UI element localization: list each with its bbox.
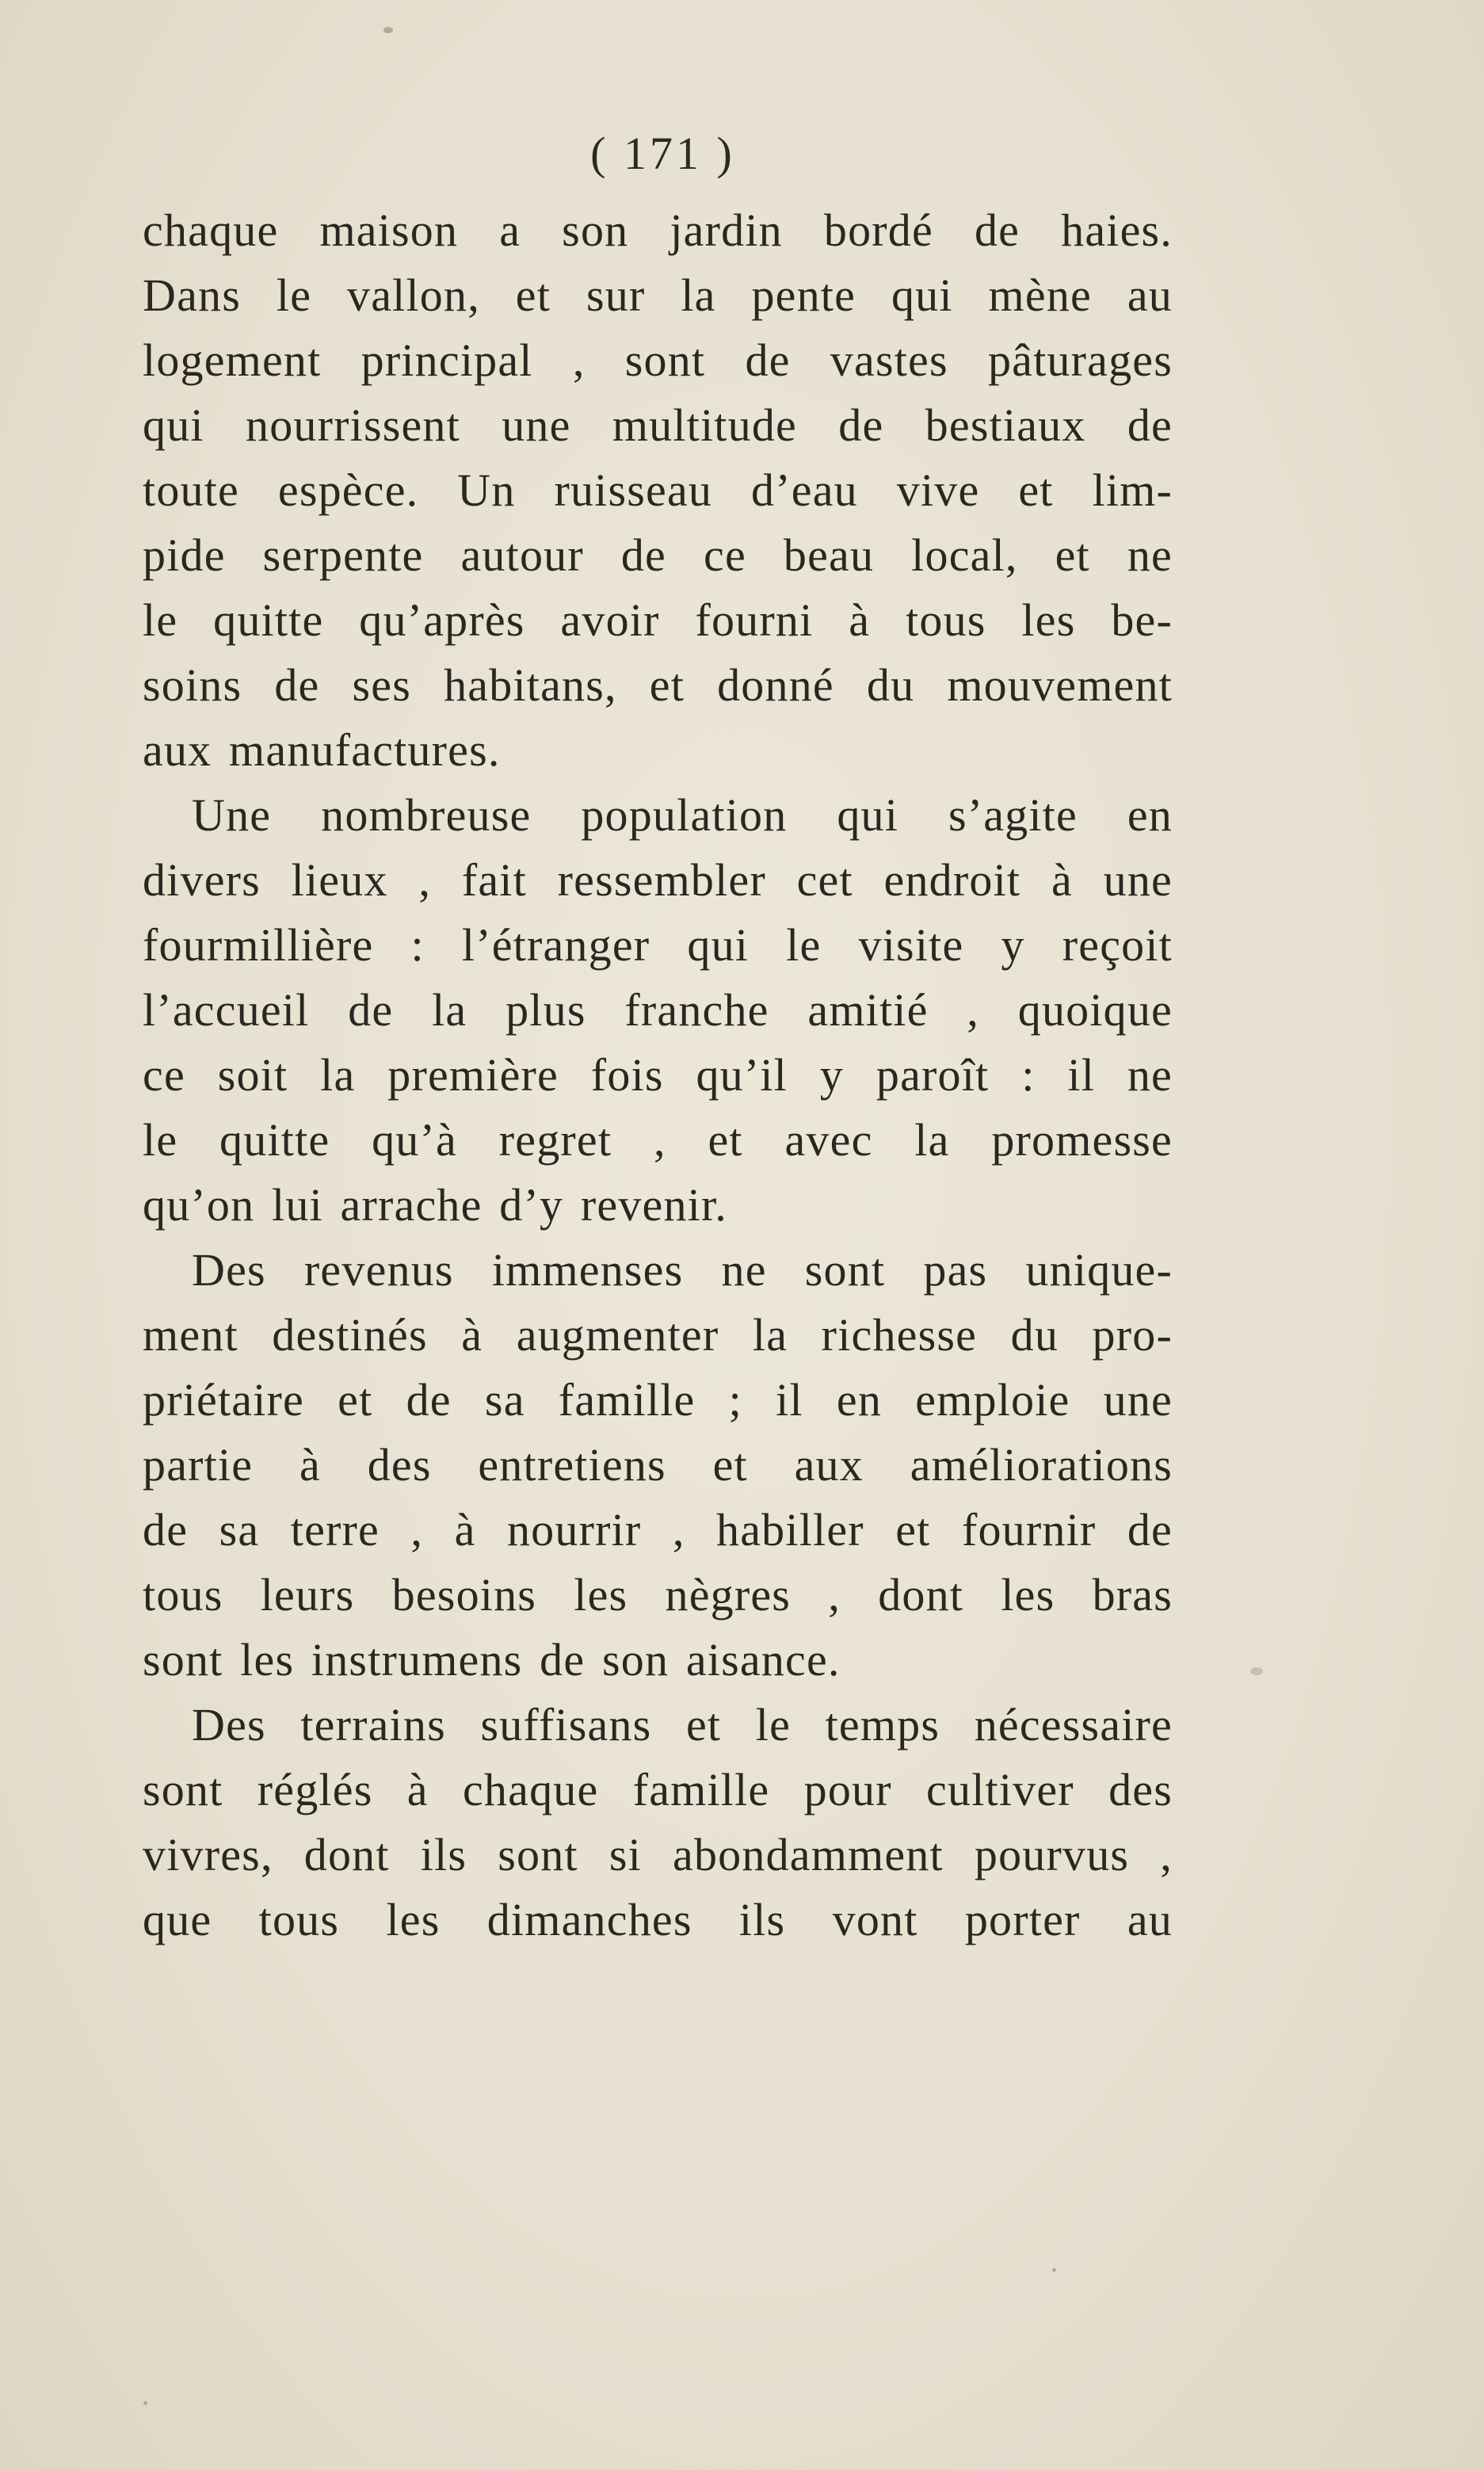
text-line: pide serpente autour de ce beau local, et ne	[143, 529, 1173, 581]
text-line: qu’on lui arrache d’y revenir.	[143, 1179, 727, 1231]
text-line: ment destinés à augmenter la richesse du pro-	[143, 1309, 1173, 1361]
text-line: sont les instrumens de son aisance.	[143, 1634, 841, 1685]
text-line: divers lieux , fait ressembler cet endroit à une	[143, 854, 1173, 906]
text-line: soins de ses habitans, et donné du mouvement	[143, 659, 1173, 711]
text-line: le quitte qu’à regret , et avec la promesse	[143, 1114, 1173, 1166]
text-line: tous leurs besoins les nègres , dont les bras	[143, 1569, 1173, 1621]
body-text	[143, 198, 1173, 1953]
text-line: Dans le vallon, et sur la pente qui mène au	[143, 269, 1173, 321]
paper-speck	[1250, 1667, 1263, 1675]
paper-speck	[143, 2401, 147, 2405]
text-line: vivres, dont ils sont si abondamment pourvus ,	[143, 1829, 1173, 1880]
text-line: partie à des entretiens et aux améliorations	[143, 1439, 1173, 1491]
text-line: sont réglés à chaque famille pour cultiver des	[143, 1764, 1173, 1815]
text-line: chaque maison a son jardin bordé de haies.	[143, 204, 1173, 256]
page-number: ( 171 )	[590, 128, 735, 179]
text-line: logement principal , sont de vastes pâturages	[143, 334, 1173, 386]
text-line: ce soit la première fois qu’il y paroît : il ne	[143, 1049, 1173, 1101]
text-line: l’accueil de la plus franche amitié , quoique	[143, 984, 1173, 1036]
text-line: le quitte qu’après avoir fourni à tous les be-	[143, 594, 1173, 646]
paragraph-first-line: Des terrains suffisans et le temps nécessaire	[192, 1699, 1173, 1750]
paper-speck	[383, 27, 393, 33]
text-line: fourmillière : l’étranger qui le visite y reçoit	[143, 919, 1173, 971]
text-line: de sa terre , à nourrir , habiller et fournir de	[143, 1504, 1173, 1556]
paragraph-first-line: Des revenus immenses ne sont pas unique-	[192, 1244, 1173, 1296]
text-line: que tous les dimanches ils vont porter au	[143, 1894, 1173, 1945]
text-line: priétaire et de sa famille ; il en emploie une	[143, 1374, 1173, 1426]
text-line: toute espèce. Un ruisseau d’eau vive et lim-	[143, 464, 1173, 516]
text-line: qui nourrissent une multitude de bestiaux de	[143, 399, 1173, 451]
text-line: aux manufactures.	[143, 724, 501, 776]
paragraph-first-line: Une nombreuse population qui s’agite en	[192, 789, 1173, 841]
paper-speck	[1052, 2268, 1056, 2272]
